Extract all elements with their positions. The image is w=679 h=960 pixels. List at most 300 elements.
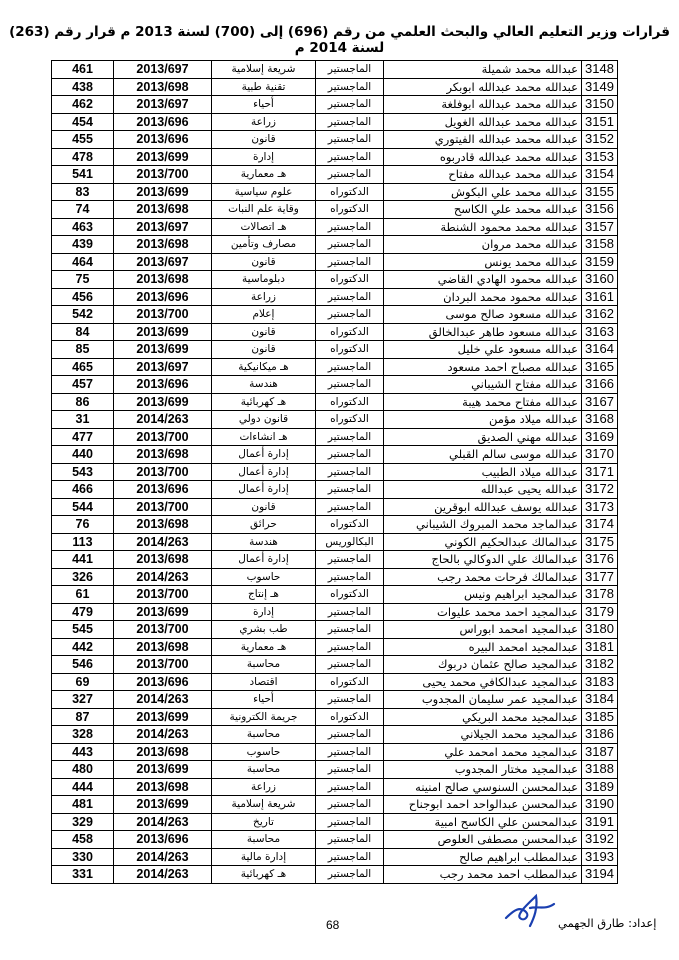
table-row [52,673,618,691]
name-cell: عبدالله يوسف عبدالله ابوقرين [384,498,582,516]
specialization-cell: هـ كهربائية [212,393,316,411]
degree-cell: الماجستير [316,848,384,866]
degree-cell: الدكتوراه [316,516,384,534]
sequence-cell: 3152 [582,131,618,149]
decision-cell: 2013/698 [114,236,212,254]
specialization-cell: محاسبة [212,831,316,849]
degree-cell: الدكتوراه [316,183,384,201]
table-row [52,796,618,814]
specialization-cell: قانون [212,253,316,271]
sequence-cell: 3157 [582,218,618,236]
decision-cell: 2013/699 [114,708,212,726]
decision-cell: 2013/699 [114,148,212,166]
sequence-cell: 3181 [582,638,618,656]
record-number-cell: 61 [52,586,114,604]
specialization-cell: زراعة [212,778,316,796]
record-number-cell: 439 [52,236,114,254]
sequence-cell: 3184 [582,691,618,709]
sequence-cell: 3191 [582,813,618,831]
degree-cell: الماجستير [316,481,384,499]
decision-cell: 2013/699 [114,393,212,411]
record-number-cell: 87 [52,708,114,726]
record-number-cell: 327 [52,691,114,709]
sequence-cell: 3169 [582,428,618,446]
decision-cell: 2013/700 [114,463,212,481]
name-cell: عبدالمجيد امحمد ابوراس [384,621,582,639]
sequence-cell: 3172 [582,481,618,499]
decision-cell: 2013/697 [114,253,212,271]
record-number-cell: 458 [52,831,114,849]
specialization-cell: هـ إنتاج [212,586,316,604]
specialization-cell: حاسوب [212,743,316,761]
sequence-cell: 3155 [582,183,618,201]
specialization-cell: وقاية علم النبات [212,201,316,219]
name-cell: عبدالله ميلاد مؤمن [384,411,582,429]
record-number-cell: 86 [52,393,114,411]
record-number-cell: 479 [52,603,114,621]
record-number-cell: 465 [52,358,114,376]
record-number-cell: 83 [52,183,114,201]
name-cell: عبدالمحسن مصطفى العلوص [384,831,582,849]
specialization-cell: زراعة [212,288,316,306]
decision-cell: 2013/699 [114,603,212,621]
table-row [52,743,618,761]
record-number-cell: 480 [52,761,114,779]
decision-cell: 2014/263 [114,691,212,709]
table-row [52,271,618,289]
specialization-cell: اقتصاد [212,673,316,691]
specialization-cell: قانون [212,341,316,359]
record-number-cell: 331 [52,866,114,884]
specialization-cell: أحياء [212,96,316,114]
record-number-cell: 546 [52,656,114,674]
degree-cell: الماجستير [316,743,384,761]
specialization-cell: هندسة [212,533,316,551]
record-number-cell: 464 [52,253,114,271]
record-number-cell: 544 [52,498,114,516]
record-number-cell: 542 [52,306,114,324]
table-row [52,533,618,551]
degree-cell: الماجستير [316,78,384,96]
name-cell: عبدالمحسن السنوسي صالح امنينه [384,778,582,796]
name-cell: عبدالله مسعود علي خليل [384,341,582,359]
degree-cell: الماجستير [316,113,384,131]
sequence-cell: 3180 [582,621,618,639]
table-row [52,691,618,709]
table-row [52,446,618,464]
record-number-cell: 444 [52,778,114,796]
degree-cell: الماجستير [316,551,384,569]
sequence-cell: 3183 [582,673,618,691]
specialization-cell: قانون [212,323,316,341]
degree-cell: الماجستير [316,866,384,884]
decision-cell: 2013/696 [114,131,212,149]
name-cell: عبدالمطلب ابراهيم صالح [384,848,582,866]
record-number-cell: 481 [52,796,114,814]
record-number-cell: 85 [52,341,114,359]
sequence-cell: 3186 [582,726,618,744]
degree-cell: البكالوريس [316,533,384,551]
decision-cell: 2013/696 [114,673,212,691]
sequence-cell: 3166 [582,376,618,394]
table-row [52,376,618,394]
name-cell: عبدالله مسعود طاهر عبدالخالق [384,323,582,341]
degree-cell: الماجستير [316,236,384,254]
specialization-cell: دبلوماسية [212,271,316,289]
degree-cell: الماجستير [316,253,384,271]
name-cell: عبدالمالك فرحات محمد رجب [384,568,582,586]
name-cell: عبدالله مهني الصديق [384,428,582,446]
table-row [52,516,618,534]
specialization-cell: محاسبة [212,726,316,744]
table-row [52,131,618,149]
record-number-cell: 461 [52,61,114,79]
table-row [52,61,618,79]
decision-cell: 2013/699 [114,341,212,359]
sequence-cell: 3151 [582,113,618,131]
record-number-cell: 328 [52,726,114,744]
decision-cell: 2013/698 [114,446,212,464]
name-cell: عبدالمجيد مختار المجدوب [384,761,582,779]
name-cell: عبدالمجيد امحمد البيره [384,638,582,656]
table-row [52,341,618,359]
table-row [52,463,618,481]
decision-cell: 2013/700 [114,586,212,604]
sequence-cell: 3174 [582,516,618,534]
table-row [52,866,618,884]
name-cell: عبدالله محمد مروان [384,236,582,254]
decision-cell: 2013/700 [114,498,212,516]
table-row [52,78,618,96]
record-number-cell: 31 [52,411,114,429]
sequence-cell: 3154 [582,166,618,184]
decision-cell: 2013/700 [114,428,212,446]
record-number-cell: 74 [52,201,114,219]
record-number-cell: 477 [52,428,114,446]
page-title: قرارات وزير التعليم العالي والبحث العلمي من رقم (696) إلى (700) لسنة 2013 م قرار رقم (263) لسنة 2014 م [9,24,670,56]
record-number-cell: 466 [52,481,114,499]
name-cell: عبدالمطلب احمد محمد رجب [384,866,582,884]
degree-cell: الماجستير [316,778,384,796]
specialization-cell: إدارة مالية [212,848,316,866]
name-cell: عبدالمحسن عبدالواحد احمد ابوجناح [384,796,582,814]
specialization-cell: قانون [212,131,316,149]
degree-cell: الماجستير [316,428,384,446]
name-cell: عبدالله محمد عبدالله قادربوه [384,148,582,166]
decision-cell: 2013/696 [114,288,212,306]
record-number-cell: 76 [52,516,114,534]
name-cell: عبدالله موسى سالم القبلي [384,446,582,464]
name-cell: عبدالله محمد عبدالله الفيتوري [384,131,582,149]
table-body [52,61,618,884]
decision-cell: 2013/700 [114,306,212,324]
table-row [52,306,618,324]
degree-cell: الماجستير [316,498,384,516]
decision-cell: 2013/697 [114,218,212,236]
table-row [52,481,618,499]
decision-cell: 2013/698 [114,778,212,796]
decision-cell: 2014/263 [114,411,212,429]
degree-cell: الدكتوراه [316,201,384,219]
table-row [52,96,618,114]
table-row [52,708,618,726]
specialization-cell: جريمة الكترونية [212,708,316,726]
record-number-cell: 440 [52,446,114,464]
decision-cell: 2013/696 [114,831,212,849]
specialization-cell: هـ ميكانيكية [212,358,316,376]
sequence-cell: 3165 [582,358,618,376]
record-number-cell: 463 [52,218,114,236]
specialization-cell: محاسبة [212,761,316,779]
specialization-cell: شريعة إسلامية [212,61,316,79]
name-cell: عبدالله محمود محمد البردان [384,288,582,306]
name-cell: عبدالمجيد محمد امحمد علي [384,743,582,761]
record-number-cell: 456 [52,288,114,306]
table-row [52,253,618,271]
name-cell: عبدالمالك علي الدوكالي بالحاج [384,551,582,569]
decision-cell: 2013/697 [114,61,212,79]
record-number-cell: 75 [52,271,114,289]
specialization-cell: هـ انشاءات [212,428,316,446]
sequence-cell: 3162 [582,306,618,324]
record-number-cell: 438 [52,78,114,96]
degree-cell: الماجستير [316,131,384,149]
table-row [52,148,618,166]
degree-cell: الماجستير [316,691,384,709]
name-cell: عبدالله محمد شميلة [384,61,582,79]
table-row [52,288,618,306]
degree-cell: الماجستير [316,796,384,814]
name-cell: عبدالله محمد عبدالله ابوبكر [384,78,582,96]
degree-cell: الدكتوراه [316,323,384,341]
sequence-cell: 3170 [582,446,618,464]
table-row [52,621,618,639]
sequence-cell: 3163 [582,323,618,341]
table-row [52,813,618,831]
decision-cell: 2013/696 [114,113,212,131]
sequence-cell: 3185 [582,708,618,726]
decision-cell: 2014/263 [114,813,212,831]
specialization-cell: تاريخ [212,813,316,831]
decision-cell: 2013/698 [114,78,212,96]
degree-cell: الماجستير [316,621,384,639]
degree-cell: الماجستير [316,603,384,621]
record-number-cell: 441 [52,551,114,569]
specialization-cell: محاسبة [212,656,316,674]
specialization-cell: مصارف وتأمين [212,236,316,254]
table-row [52,166,618,184]
degree-cell: الدكتوراه [316,341,384,359]
sequence-cell: 3188 [582,761,618,779]
decision-cell: 2013/699 [114,183,212,201]
name-cell: عبدالمجيد ابراهيم ونيس [384,586,582,604]
sequence-cell: 3150 [582,96,618,114]
table-row [52,603,618,621]
specialization-cell: هندسة [212,376,316,394]
name-cell: عبدالله مسعود صالح موسى [384,306,582,324]
decision-cell: 2014/263 [114,568,212,586]
sequence-cell: 3177 [582,568,618,586]
decision-cell: 2013/699 [114,323,212,341]
table-row [52,568,618,586]
degree-cell: الماجستير [316,813,384,831]
table-row [52,358,618,376]
table-row [52,778,618,796]
table-row [52,586,618,604]
specialization-cell: تقنية طبية [212,78,316,96]
table-row [52,323,618,341]
degree-cell: الدكتوراه [316,393,384,411]
specialization-cell: هـ معمارية [212,166,316,184]
table-row [52,551,618,569]
sequence-cell: 3192 [582,831,618,849]
name-cell: عبدالمجيد صالح عثمان دربوك [384,656,582,674]
name-cell: عبدالمحسن علي الكاسح امبية [384,813,582,831]
sequence-cell: 3161 [582,288,618,306]
record-number-cell: 457 [52,376,114,394]
name-cell: عبدالله محمد عبدالله الغويل [384,113,582,131]
name-cell: عبدالله مفتاح الشيباني [384,376,582,394]
sequence-cell: 3179 [582,603,618,621]
name-cell: عبدالله محمد علي البكوش [384,183,582,201]
name-cell: عبدالمجيد عمر سليمان المجدوب [384,691,582,709]
specialization-cell: حرائق [212,516,316,534]
decision-cell: 2013/698 [114,743,212,761]
degree-cell: الماجستير [316,61,384,79]
decision-cell: 2013/696 [114,481,212,499]
signature [500,888,560,936]
table-row [52,113,618,131]
sequence-cell: 3190 [582,796,618,814]
table-row [52,411,618,429]
sequence-cell: 3149 [582,78,618,96]
sequence-cell: 3153 [582,148,618,166]
record-number-cell: 84 [52,323,114,341]
specialization-cell: حاسوب [212,568,316,586]
degree-cell: الماجستير [316,306,384,324]
table-row [52,183,618,201]
table-row [52,726,618,744]
sequence-cell: 3176 [582,551,618,569]
table-row [52,428,618,446]
name-cell: عبدالمالك عبدالحكيم الكوني [384,533,582,551]
name-cell: عبدالله محمود الهادي القاضي [384,271,582,289]
degree-cell: الماجستير [316,568,384,586]
name-cell: عبدالمجيد عبدالكافي محمد يحيى [384,673,582,691]
sequence-cell: 3159 [582,253,618,271]
decision-cell: 2013/698 [114,551,212,569]
name-cell: عبدالله محمد محمود الشنطة [384,218,582,236]
decision-cell: 2014/263 [114,866,212,884]
name-cell: عبدالله مفتاح محمد هيبة [384,393,582,411]
table-row [52,848,618,866]
specialization-cell: إدارة أعمال [212,446,316,464]
decision-cell: 2013/697 [114,358,212,376]
specialization-cell: هـ معمارية [212,638,316,656]
specialization-cell: إعلام [212,306,316,324]
record-number-cell: 541 [52,166,114,184]
name-cell: عبدالمجيد محمد البريكي [384,708,582,726]
decision-cell: 2013/698 [114,201,212,219]
specialization-cell: إدارة [212,603,316,621]
degree-cell: الماجستير [316,96,384,114]
degree-cell: الماجستير [316,726,384,744]
record-number-cell: 543 [52,463,114,481]
record-number-cell: 478 [52,148,114,166]
sequence-cell: 3194 [582,866,618,884]
specialization-cell: إدارة أعمال [212,481,316,499]
name-cell: عبدالله محمد علي الكاسح [384,201,582,219]
degree-cell: الماجستير [316,656,384,674]
degree-cell: الماجستير [316,376,384,394]
specialization-cell: هـ كهربائية [212,866,316,884]
degree-cell: الماجستير [316,638,384,656]
table-row [52,656,618,674]
record-number-cell: 326 [52,568,114,586]
degree-cell: الماجستير [316,358,384,376]
record-number-cell: 443 [52,743,114,761]
decision-cell: 2013/698 [114,516,212,534]
decision-cell: 2013/700 [114,621,212,639]
degree-cell: الماجستير [316,761,384,779]
decision-cell: 2013/698 [114,271,212,289]
record-number-cell: 455 [52,131,114,149]
degree-cell: الماجستير [316,288,384,306]
sequence-cell: 3182 [582,656,618,674]
record-number-cell: 454 [52,113,114,131]
sequence-cell: 3193 [582,848,618,866]
sequence-cell: 3189 [582,778,618,796]
degree-cell: الماجستير [316,148,384,166]
specialization-cell: شريعة إسلامية [212,796,316,814]
degree-cell: الماجستير [316,446,384,464]
record-number-cell: 329 [52,813,114,831]
degree-cell: الدكتوراه [316,411,384,429]
name-cell: عبدالله محمد عبدالله مفتاح [384,166,582,184]
record-number-cell: 462 [52,96,114,114]
sequence-cell: 3187 [582,743,618,761]
decision-cell: 2013/699 [114,761,212,779]
specialization-cell: زراعة [212,113,316,131]
name-cell: عبدالله مصباح احمد مسعود [384,358,582,376]
degree-cell: الماجستير [316,166,384,184]
graduates-table [51,60,618,884]
degree-cell: الدكتوراه [316,708,384,726]
specialization-cell: علوم سياسية [212,183,316,201]
decision-cell: 2014/263 [114,726,212,744]
table-row [52,831,618,849]
specialization-cell: إدارة أعمال [212,551,316,569]
record-number-cell: 330 [52,848,114,866]
table-row [52,236,618,254]
name-cell: عبدالله يحيى عبدالله [384,481,582,499]
decision-cell: 2013/699 [114,796,212,814]
specialization-cell: إدارة [212,148,316,166]
decision-cell: 2013/697 [114,96,212,114]
name-cell: عبدالمجيد احمد محمد عليوات [384,603,582,621]
prepared-by: إعداد: طارق الجهمي [558,916,657,930]
table-row [52,498,618,516]
table-row [52,201,618,219]
sequence-cell: 3148 [582,61,618,79]
decision-cell: 2014/263 [114,848,212,866]
specialization-cell: إدارة أعمال [212,463,316,481]
name-cell: عبدالله محمد يونس [384,253,582,271]
degree-cell: الدكتوراه [316,586,384,604]
specialization-cell: قانون دولي [212,411,316,429]
name-cell: عبدالله ميلاد الطبيب [384,463,582,481]
sequence-cell: 3168 [582,411,618,429]
